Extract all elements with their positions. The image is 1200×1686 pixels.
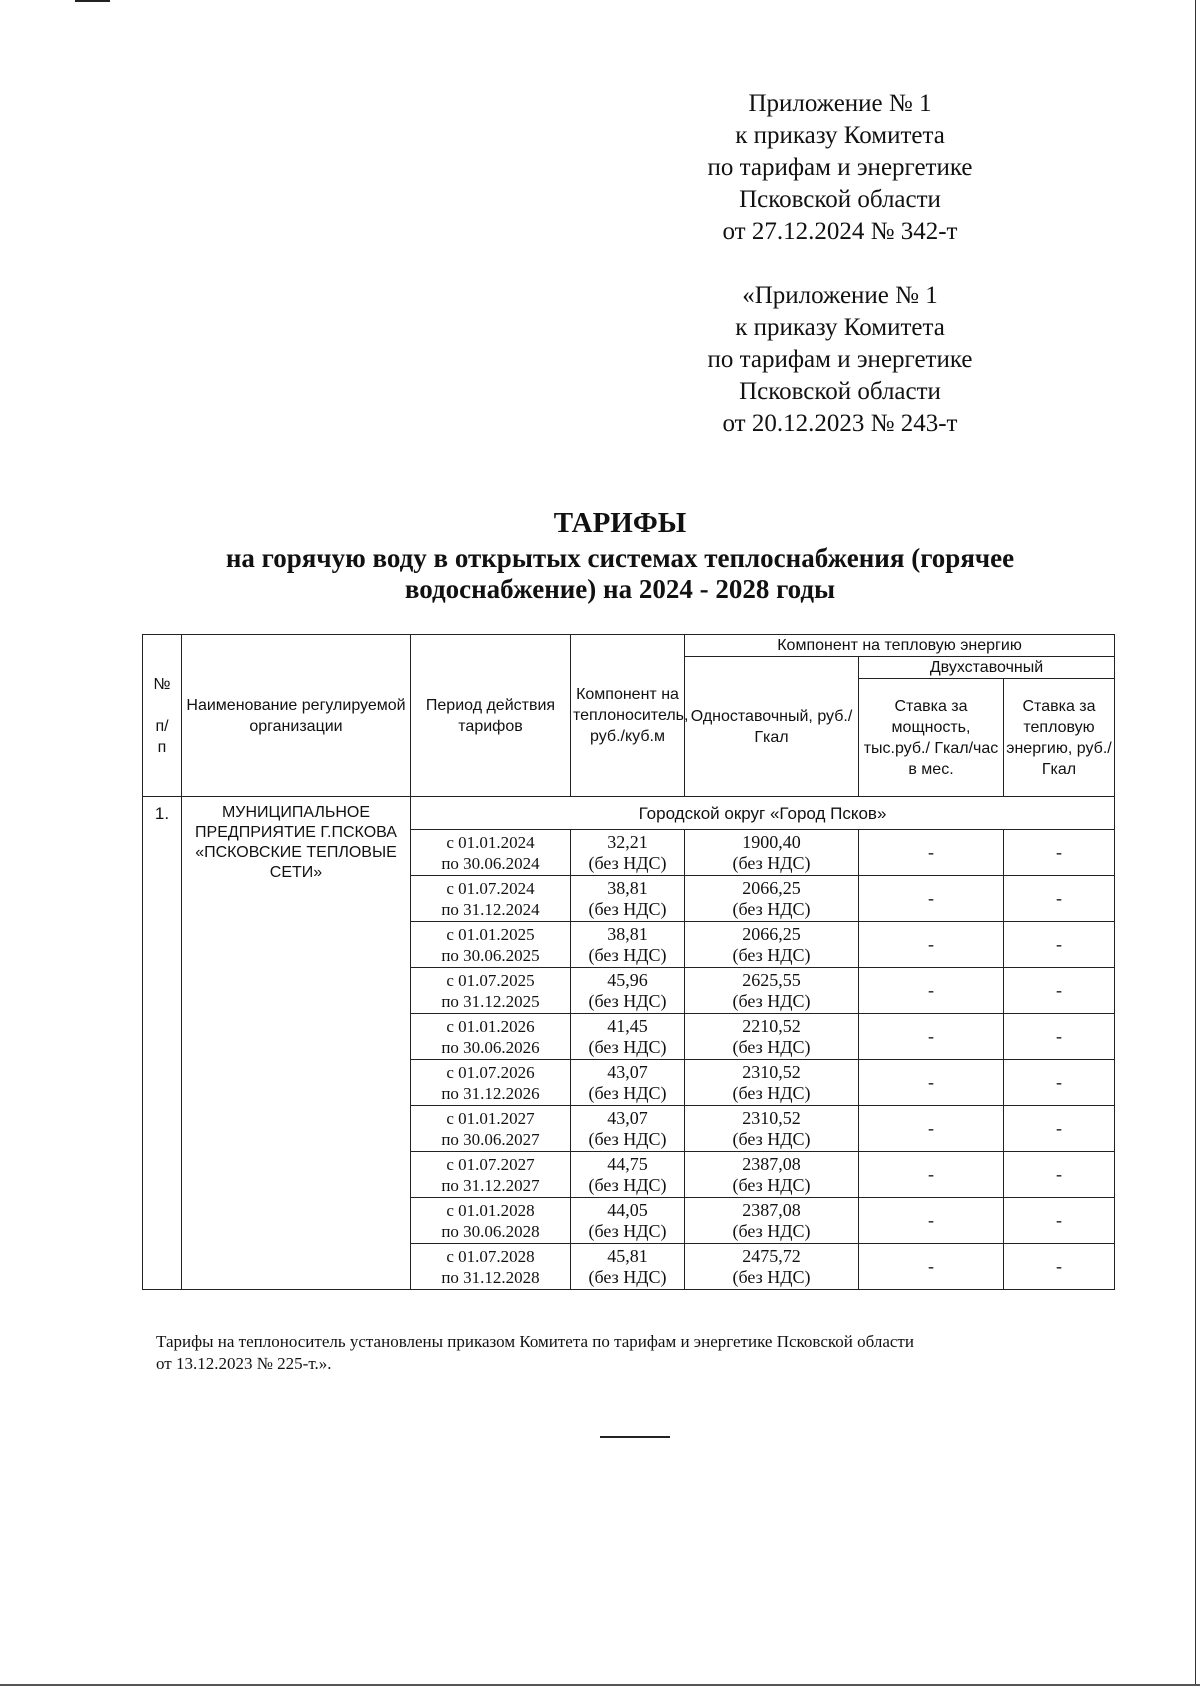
single-rate-value: 2387,08 — [742, 1199, 801, 1220]
coolant-value: 44,75 — [607, 1153, 648, 1174]
period-to: по 30.06.2024 — [441, 853, 540, 873]
period-to: по 31.12.2024 — [441, 899, 540, 919]
header-num-1: № — [153, 675, 171, 693]
coolant-value: 45,81 — [607, 1245, 648, 1266]
appendix-previous-line-2: к приказу Комитета — [735, 314, 945, 341]
capacity-rate-cell — [859, 1198, 1004, 1244]
period-from: с 01.01.2028 — [446, 1200, 535, 1220]
single-rate-value: 2387,08 — [742, 1153, 801, 1174]
footnote-line-2: от 13.12.2023 № 225-т.». — [156, 1354, 332, 1373]
energy-rate-value: - — [1056, 842, 1063, 862]
energy-rate-cell — [1004, 830, 1115, 876]
period-from: с 01.07.2025 — [446, 970, 535, 990]
single-rate-cell — [685, 1060, 859, 1106]
coolant-vat-note: (без НДС) — [588, 1220, 667, 1241]
single-rate-vat-note: (без НДС) — [732, 1266, 811, 1287]
coolant-cell — [571, 1014, 685, 1060]
period-from: с 01.07.2027 — [446, 1154, 535, 1174]
single-rate-value: 2066,25 — [742, 877, 801, 898]
energy-rate-cell — [1004, 968, 1115, 1014]
single-rate-value: 2310,52 — [742, 1061, 801, 1082]
energy-rate-cell — [1004, 1244, 1115, 1290]
header-num-2: п/ — [155, 717, 169, 735]
district-row — [143, 797, 1115, 830]
energy-rate-value: - — [1056, 980, 1063, 1000]
coolant-cell — [571, 1198, 685, 1244]
single-rate-cell — [685, 922, 859, 968]
capacity-rate-cell — [859, 1014, 1004, 1060]
capacity-rate-value: - — [928, 1210, 934, 1230]
period-cell — [411, 876, 571, 922]
header-heat-component: Компонент на тепловую энергию — [685, 635, 1115, 657]
capacity-rate-value: - — [928, 888, 934, 908]
tariffs-table — [142, 634, 1115, 1290]
single-rate-cell — [685, 1244, 859, 1290]
header-period: Период действия тарифов — [411, 635, 571, 797]
header-num-3: п — [157, 738, 167, 756]
organization-name: МУНИЦИПАЛЬНОЕ ПРЕДПРИЯТИЕ Г.ПСКОВА «ПСКОВСКИЕ ТЕПЛОВЫЕ СЕТИ» — [182, 797, 411, 1290]
period-to: по 30.06.2027 — [441, 1129, 540, 1149]
capacity-rate-cell — [859, 968, 1004, 1014]
title-line-2: на горячую воду в открытых системах теплоснабжения (горячее — [225, 543, 1015, 573]
coolant-vat-note: (без НДС) — [588, 852, 667, 873]
energy-rate-cell — [1004, 1198, 1115, 1244]
appendix-current-line-5: от 27.12.2024 № 342-т — [722, 218, 958, 245]
energy-rate-value: - — [1056, 1072, 1063, 1092]
coolant-cell — [571, 830, 685, 876]
appendix-current-header — [660, 88, 1020, 248]
scan-edge-right — [1195, 0, 1196, 1686]
footnote-line-1: Тарифы на теплоноситель установлены приказом Комитета по тарифам и энергетике Псковской области — [156, 1332, 914, 1351]
energy-rate-value: - — [1056, 1164, 1063, 1184]
title-line-3: водоснабжение) на 2024 - 2028 годы — [404, 574, 836, 604]
single-rate-vat-note: (без НДС) — [732, 1128, 811, 1149]
header-capacity-rate: Ставка за мощность, тыс.руб./ Гкал/час в мес. — [859, 679, 1004, 797]
coolant-cell — [571, 1106, 685, 1152]
period-cell — [411, 1244, 571, 1290]
coolant-value: 43,07 — [607, 1107, 648, 1128]
period-to: по 30.06.2028 — [441, 1221, 540, 1241]
period-from: с 01.07.2026 — [446, 1062, 535, 1082]
coolant-cell — [571, 1152, 685, 1198]
single-rate-value: 2210,52 — [742, 1015, 801, 1036]
coolant-vat-note: (без НДС) — [588, 1082, 667, 1103]
header-energy-rate: Ставка за тепловую энергию, руб./Гкал — [1004, 679, 1115, 797]
single-rate-cell — [685, 968, 859, 1014]
appendix-previous-line-5: от 20.12.2023 № 243-т — [722, 410, 958, 437]
coolant-vat-note: (без НДС) — [588, 1174, 667, 1195]
period-cell — [411, 922, 571, 968]
coolant-vat-note: (без НДС) — [588, 1128, 667, 1149]
capacity-rate-cell — [859, 830, 1004, 876]
capacity-rate-value: - — [928, 980, 934, 1000]
coolant-cell — [571, 1060, 685, 1106]
header-two-rate: Двухставочный — [859, 657, 1115, 679]
coolant-value: 38,81 — [607, 877, 648, 898]
single-rate-value: 2625,55 — [742, 969, 801, 990]
single-rate-cell — [685, 1106, 859, 1152]
document-title — [140, 508, 1100, 605]
appendix-previous-line-3: по тарифам и энергетике — [707, 346, 973, 373]
coolant-value: 32,21 — [607, 831, 648, 852]
header-row-1 — [143, 635, 1115, 657]
capacity-rate-cell — [859, 1106, 1004, 1152]
energy-rate-value: - — [1056, 1210, 1063, 1230]
single-rate-cell — [685, 1152, 859, 1198]
energy-rate-cell — [1004, 876, 1115, 922]
period-cell — [411, 1198, 571, 1244]
period-to: по 31.12.2026 — [441, 1083, 540, 1103]
energy-rate-value: - — [1056, 888, 1063, 908]
period-cell — [411, 830, 571, 876]
coolant-cell — [571, 922, 685, 968]
coolant-value: 43,07 — [607, 1061, 648, 1082]
energy-rate-value: - — [1056, 1118, 1063, 1138]
period-from: с 01.01.2027 — [446, 1108, 535, 1128]
period-cell — [411, 968, 571, 1014]
single-rate-value: 2475,72 — [742, 1245, 801, 1266]
coolant-vat-note: (без НДС) — [588, 944, 667, 965]
energy-rate-cell — [1004, 1060, 1115, 1106]
period-from: с 01.07.2024 — [446, 878, 535, 898]
energy-rate-cell — [1004, 1152, 1115, 1198]
appendix-previous-header — [660, 280, 1020, 440]
period-cell — [411, 1106, 571, 1152]
coolant-value: 41,45 — [607, 1015, 648, 1036]
single-rate-vat-note: (без НДС) — [732, 898, 811, 919]
capacity-rate-cell — [859, 876, 1004, 922]
period-cell — [411, 1014, 571, 1060]
title-heading: ТАРИФЫ — [553, 507, 687, 539]
header-num — [143, 635, 182, 797]
capacity-rate-value: - — [928, 934, 934, 954]
coolant-cell — [571, 1244, 685, 1290]
period-to: по 31.12.2025 — [441, 991, 540, 1011]
single-rate-vat-note: (без НДС) — [732, 944, 811, 965]
energy-rate-value: - — [1056, 1256, 1063, 1276]
appendix-current-line-3: по тарифам и энергетике — [707, 154, 973, 181]
period-cell — [411, 1152, 571, 1198]
header-coolant-component: Компонент на теплоноситель, руб./куб.м — [571, 635, 685, 797]
end-rule — [600, 1436, 670, 1438]
capacity-rate-cell — [859, 1152, 1004, 1198]
period-to: по 31.12.2028 — [441, 1267, 540, 1287]
period-from: с 01.07.2028 — [446, 1246, 535, 1266]
single-rate-vat-note: (без НДС) — [732, 852, 811, 873]
single-rate-value: 2310,52 — [742, 1107, 801, 1128]
appendix-previous-line-1: «Приложение № 1 — [742, 282, 938, 309]
single-rate-value: 1900,40 — [742, 831, 801, 852]
scan-edge-top — [75, 0, 110, 2]
appendix-previous-line-4: Псковской области — [739, 378, 941, 405]
coolant-vat-note: (без НДС) — [588, 898, 667, 919]
period-to: по 31.12.2027 — [441, 1175, 540, 1195]
period-to: по 30.06.2025 — [441, 945, 540, 965]
capacity-rate-cell — [859, 922, 1004, 968]
coolant-value: 45,96 — [607, 969, 648, 990]
appendix-current-line-2: к приказу Комитета — [735, 122, 945, 149]
single-rate-vat-note: (без НДС) — [732, 1036, 811, 1057]
capacity-rate-cell — [859, 1060, 1004, 1106]
coolant-cell — [571, 876, 685, 922]
capacity-rate-value: - — [928, 1118, 934, 1138]
coolant-vat-note: (без НДС) — [588, 1036, 667, 1057]
single-rate-cell — [685, 1014, 859, 1060]
capacity-rate-cell — [859, 1244, 1004, 1290]
appendix-current-line-4: Псковской области — [739, 186, 941, 213]
energy-rate-cell — [1004, 1014, 1115, 1060]
coolant-vat-note: (без НДС) — [588, 990, 667, 1011]
energy-rate-value: - — [1056, 1026, 1063, 1046]
header-single-rate: Одноставочный, руб./Гкал — [685, 657, 859, 797]
period-from: с 01.01.2025 — [446, 924, 535, 944]
capacity-rate-value: - — [928, 1256, 934, 1276]
capacity-rate-value: - — [928, 1164, 934, 1184]
period-from: с 01.01.2026 — [446, 1016, 535, 1036]
capacity-rate-value: - — [928, 1026, 934, 1046]
appendix-current-line-1: Приложение № 1 — [748, 90, 932, 117]
coolant-vat-note: (без НДС) — [588, 1266, 667, 1287]
single-rate-cell — [685, 876, 859, 922]
single-rate-cell — [685, 1198, 859, 1244]
coolant-value: 38,81 — [607, 923, 648, 944]
energy-rate-cell — [1004, 1106, 1115, 1152]
capacity-rate-value: - — [928, 842, 934, 862]
period-cell — [411, 1060, 571, 1106]
district-name: Городской округ «Город Псков» — [411, 797, 1115, 830]
coolant-value: 44,05 — [607, 1199, 648, 1220]
header-organization: Наименование регулируемой организации — [182, 635, 411, 797]
footnote — [156, 1331, 1096, 1375]
single-rate-vat-note: (без НДС) — [732, 1082, 811, 1103]
energy-rate-value: - — [1056, 934, 1063, 954]
coolant-cell — [571, 968, 685, 1014]
period-from: с 01.01.2024 — [446, 832, 535, 852]
row-number: 1. — [143, 797, 182, 1290]
single-rate-value: 2066,25 — [742, 923, 801, 944]
single-rate-vat-note: (без НДС) — [732, 990, 811, 1011]
single-rate-vat-note: (без НДС) — [732, 1174, 811, 1195]
capacity-rate-value: - — [928, 1072, 934, 1092]
single-rate-vat-note: (без НДС) — [732, 1220, 811, 1241]
single-rate-cell — [685, 830, 859, 876]
energy-rate-cell — [1004, 922, 1115, 968]
period-to: по 30.06.2026 — [441, 1037, 540, 1057]
